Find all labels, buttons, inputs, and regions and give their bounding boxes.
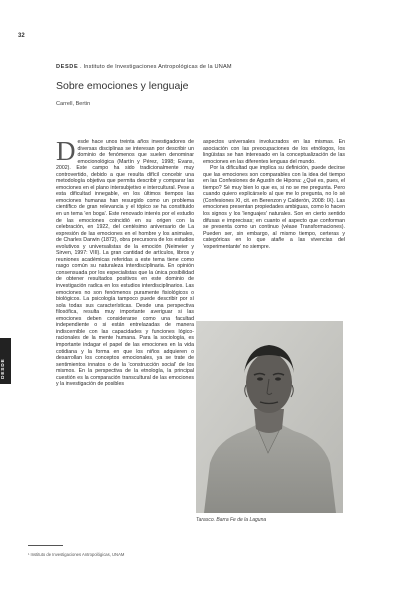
- footnote: ¹ Instituto de Investigaciones Antropológicas, UNAM: [28, 552, 125, 557]
- article-title: Sobre emociones y lenguaje: [56, 80, 189, 92]
- body-column-left: [56, 136, 194, 388]
- footnote-divider: [28, 545, 63, 546]
- section-name: DESDE: [56, 64, 79, 70]
- page-number: 32: [18, 33, 25, 39]
- photo-caption: Tarasco. Barra Fe de la Laguna: [196, 517, 267, 523]
- body-paragraph: aspectos universales involucrados en las mismas. En asociación con las preocupaciones de los etnólogos, los lingüistas se han interesado en la conceptualización de las emociones en las diferentes lenguas del mundo.: [203, 139, 345, 165]
- portrait-photo: [196, 321, 343, 513]
- drop-cap: D: [56, 136, 76, 166]
- article-author: Carrell, Bertin: [56, 101, 91, 107]
- body-paragraph: esde hace unos treinta años investigadores de diversas disciplinas se interesan por describir un dominio de fenómenos que suelen denominar emocionológica (Martín y Pérez, 1998; Evans, 2002). Este campo ha sido tradicionalmente muy controvertido, debido a que resulta difícil concebir una metodología objetiva que permita describir y comparar las emociones en el plano intersubjetivo e intercultural. Pese a esta dificultad innegable, en los últimos tiempos las emociones humanas han resurgido como un problema científico de gran relevancia y el tópico se ha constituido en un tema 'en boga'. Este renovado interés por el estudio de las emociones coincidió en su origen con la celebración, en 1922, del centésimo aniversario de La expresión de las emociones en el hombre y los animales, de Charles Darwin (1872), obra precursora de los estudios evolutivos y universalistas de la emoción (Neimeier y Sirven, 1997: VIII). La gran cantidad de artículos, libros y reuniones académicas referidas a este tema tiene como rasgo común su naturaleza interdisciplinaria. En opinión consensuada por los especialistas que la única posibilidad de obtener resultados positivos en este dominio de investigación radica en los estudios interdisciplinarios. Las emociones no son fenómenos puramente fisiológicos o biológicos. La psicología tampoco puede describir por sí sola todas sus características. Desde una perspectiva filosófica, resulta muy importante averiguar si las emociones deben considerarse como una facultad independiente o si están entrelazadas de manera indiscernible con las capacidades y funciones lógico-racionales de la mente humana. Para la sociología, es importante indagar el papel de las emociones en la vida cotidiana y la forma en que los niños adquieren o desarrollan los conceptos emocionales, ya se trate de sentimientos innatos o de la 'construcción social' de los mismos. En la perspectiva de la etnología, la principal cuestión es la comparación transcultural de las emociones y la investigación de posibles: [56, 139, 194, 388]
- body-column-right: [203, 139, 345, 250]
- side-section-tab: [0, 338, 11, 384]
- section-header: [56, 64, 232, 70]
- publication-name: . Instituto de Investigaciones Antropológicas de la UNAM: [78, 64, 232, 70]
- body-paragraph: Por la dificultad que implica su definición, puede decirse que las emociones son comparables con la idea del tiempo en las Confesiones de Agustín de Hipona: ¿Qué es, pues, el tiempo? Sé muy bien lo que es, si no se me pregunta. Pero cuando quiero explicárselo al que me lo pregunta, no lo sé (Confesiones XI, cit. en Berenzon y Calderón, 2008: IX). Las emociones presentan propiedades ambiguas, como lo hacen los signos y los 'lenguajes' naturales. Son en cierto sentido difusas e imprecisas; en cuanto el aspecto que conforman se presenta como un continuo (véase Transformaciones). Pueden ser, sin embargo, al mismo tiempo, certeras y categóricas en lo que atañe a las vivencias del 'experimentante' no siempre.: [203, 165, 345, 250]
- side-tab-label: DESDE: [1, 358, 6, 379]
